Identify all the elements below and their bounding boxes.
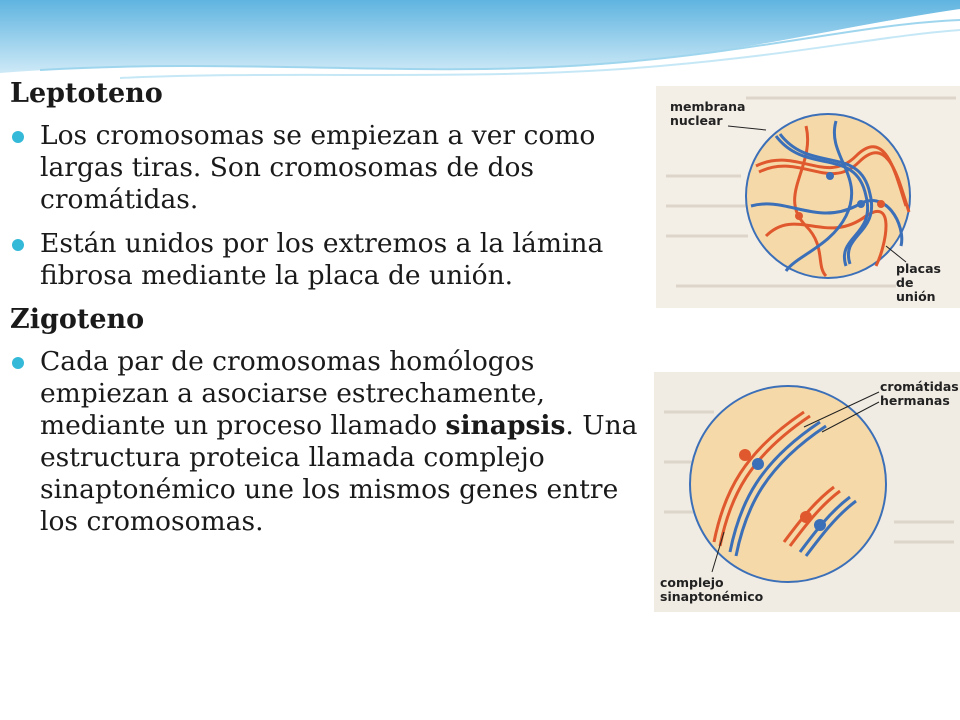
bullet-item [10,120,650,216]
bullet-item [10,228,650,292]
leptoteno-bullet-list [10,120,650,292]
decorative-wave-header [0,0,960,90]
figure-leptoteno [656,86,960,308]
bullet-text: Cada par de cromosomas homólogos empiezan a asociarse estrechamente, mediante un proceso llamado sinapsis. Una estructura proteica llamada complejo sinaptonémico une los mismos genes entre los cromosomas. [40,346,638,537]
section-heading-leptoteno: Leptoteno [10,78,163,109]
zigoteno-bullet-list [10,346,650,538]
bullet-dot-icon [12,131,24,143]
label-placas-de-union: placas de unión [896,261,941,304]
label-cromatidas-hermanas: cromátidas hermanas [880,379,959,408]
figure-zigoteno [654,372,960,612]
slide-content [10,78,650,550]
label-complejo-sinaptonemico: complejo sinaptonémico [660,575,764,604]
bullet-text: Están unidos por los extremos a la lámina fibrosa mediante la placa de unión. [40,228,604,291]
section-heading-zigoteno: Zigoteno [10,304,145,335]
label-membrana-nuclear: membrana nuclear [670,99,746,128]
bullet-item [10,346,650,538]
keyword-sinapsis: sinapsis [445,410,566,441]
bullet-dot-icon [12,239,24,251]
bullet-text: Los cromosomas se empiezan a ver como largas tiras. Son cromosomas de dos cromátidas. [40,120,596,215]
bullet-dot-icon [12,357,24,369]
